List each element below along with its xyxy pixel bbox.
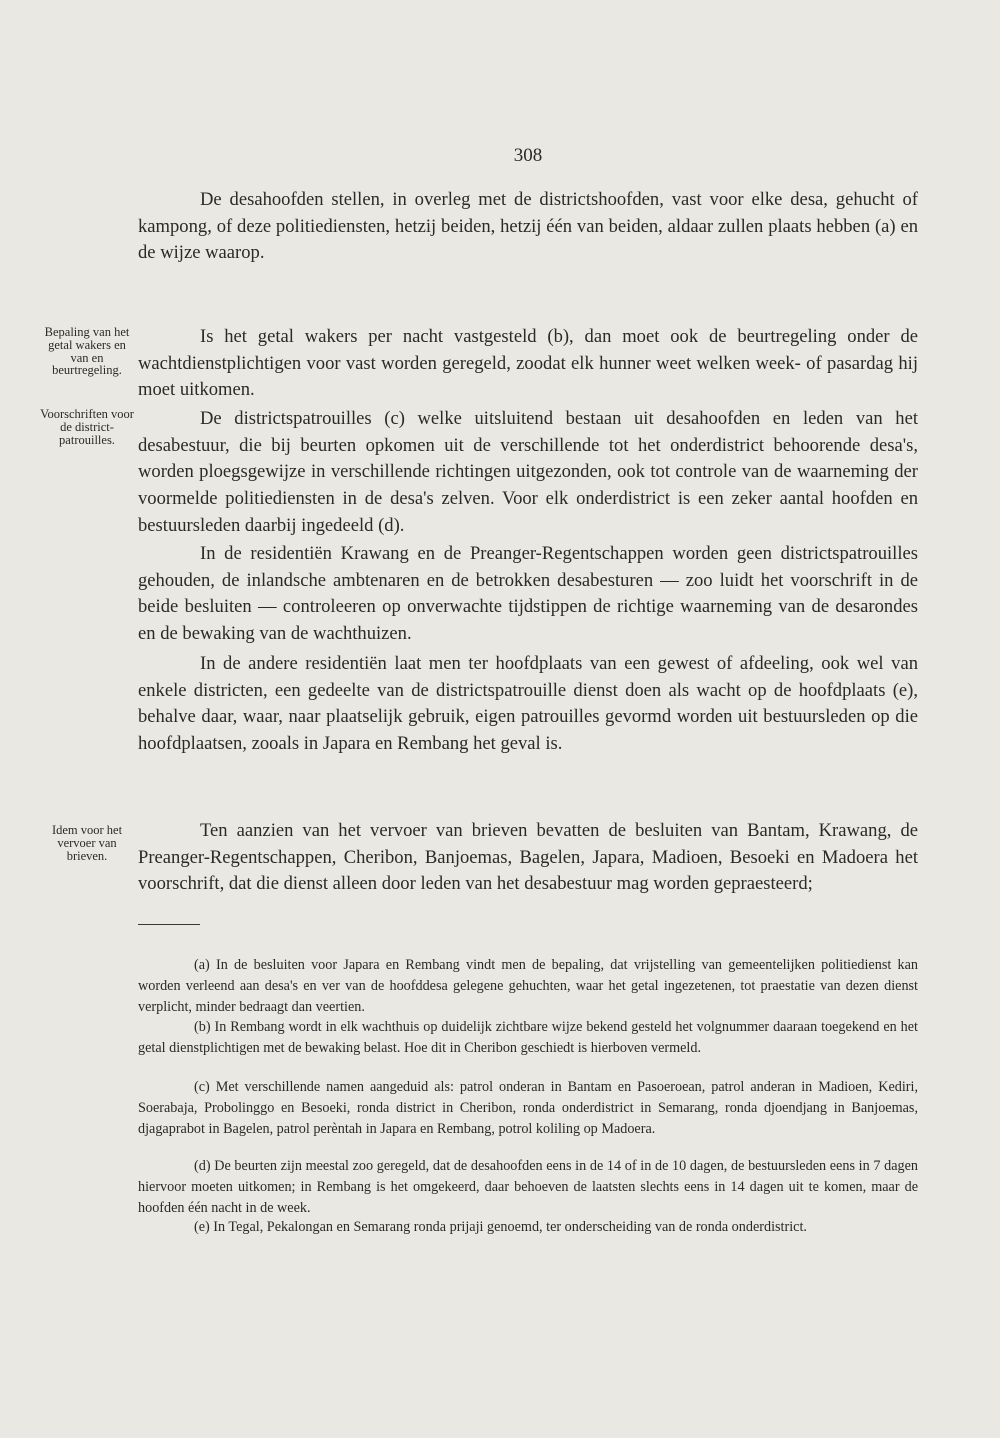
- margin-note-idem: Idem voor het vervoer van brieven.: [51, 823, 123, 863]
- paragraph-2-text: Is het getal wakers per nacht vastgesteld (b), dan moet ook de beurtregeling onder de wachtdienstplichtigen voor vast worden geregeld, zoodat elk hunner weet welken week- of pasardag hij moet uitkomen.: [138, 326, 918, 401]
- footnote-d: [138, 1156, 918, 1218]
- footnote-d-text: (d) De beurten zijn meestal zoo geregeld, dat de desahoofden eens in de 14 of in de 10 dagen, de bestuursleden eens in 7 dagen hiervoor moeten uitkomen; in Rembang is het omgekeerd, daar behoeven de laatsten slechts eens in 14 dagen uit te komen, maar de hoofden één nacht in de week.: [138, 1158, 918, 1216]
- footnote-e: [138, 1217, 918, 1238]
- paragraph-5: [138, 651, 918, 758]
- paragraph-1: [138, 187, 918, 267]
- margin-note-voorschriften: Voorschriften voor de district-patrouilles.: [40, 407, 134, 447]
- footnote-b: [138, 1017, 918, 1059]
- footnote-e-text: (e) In Tegal, Pekalongan en Semarang ronda prijaji genoemd, ter onderscheiding van de ronda onderdistrict.: [194, 1219, 807, 1235]
- page-number: 308: [513, 145, 543, 166]
- paragraph-4-text: In de residentiën Krawang en de Preanger-Regentschappen worden geen districtspatrouilles gehouden, de inlandsche ambtenaren en de betrokken desabesturen — zoo luidt het voorschrift in de beide besluiten — controleeren op onverwachte tijdstippen de richtige waarneming van de desarondes en de bewaking van de wachthuizen.: [138, 543, 918, 645]
- footnote-a: [138, 955, 918, 1017]
- paragraph-6-text: Ten aanzien van het vervoer van brieven bevatten de besluiten van Bantam, Krawang, de Preanger-Regentschappen, Cheribon, Banjoemas, Bagelen, Japara, Madioen, Besoeki en Madoera het voorschrift, dat die dienst alleen door leden van het desabestuur mag worden gepraesteerd;: [138, 820, 918, 895]
- paragraph-4: [138, 541, 918, 648]
- paragraph-3: [138, 406, 918, 540]
- paragraph-2: [138, 324, 918, 404]
- paragraph-1-text: De desahoofden stellen, in overleg met de districtshoofden, vast voor elke desa, gehucht of kampong, of deze politiediensten, hetzij beiden, hetzij één van beiden, aldaar zullen plaats hebben (a) en de wijze waarop.: [138, 189, 918, 264]
- paragraph-3-text: De districtspatrouilles (c) welke uitsluitend bestaan uit desahoofden en leden van het desabestuur, die bij beurten opkomen uit de verschillende tot het onderdistrict behoorende desa's, worden ploegsgewijze in verschillende richtingen uitgezonden, ook tot controle van de waarneming der voormelde politiediensten in de desa's zelven. Voor elk onderdistrict is een zeker aantal hoofden en bestuursleden daarbij ingedeeld (d).: [138, 408, 918, 536]
- paragraph-5-text: In de andere residentiën laat men ter hoofdplaats van een gewest of afdeeling, ook wel van enkele districten, een gedeelte van de districtspatrouille dienst doen als wacht op de hoofdplaats (e), behalve daar, waar, naar plaatselijk gebruik, eigen patrouilles gevormd worden uit bestuursleden op die hoofdplaatsen, zooals in Japara en Rembang het geval is.: [138, 653, 918, 755]
- footnote-c: [138, 1077, 918, 1139]
- footnote-rule: [138, 924, 200, 925]
- paragraph-6: [138, 818, 918, 898]
- footnote-b-text: (b) In Rembang wordt in elk wachthuis op duidelijk zichtbare wijze bekend gesteld het volgnummer daaraan toegekend en het getal dienstplichtigen met de bewaking belast. Hoe dit in Cheribon geschiedt is hierboven vermeld.: [138, 1019, 918, 1056]
- footnote-a-text: (a) In de besluiten voor Japara en Rembang vindt men de bepaling, dat vrijstelling van gemeentelijken politiedienst kan worden verleend aan desa's en ver van de hoofddesa gelegene gehuchten, waar het getal ingezetenen, tot praestatie van dezen dienst verplicht, minder bedraagt dan veertien.: [138, 957, 918, 1015]
- margin-note-bepaling: Bepaling van het getal wakers en van en beurtregeling.: [44, 325, 130, 378]
- footnote-c-text: (c) Met verschillende namen aangeduid als: patrol onderan in Bantam en Pasoeroean, patrol anderan in Madioen, Kediri, Soerabaja, Probolinggo en Besoeki, ronda district in Cheribon, ronda onderdistrict in Semarang, ronda djoendjang in Banjoemas, djagaprabot in Bagelen, patrol perèntah in Japara en Rembang, potrol koliling op Madoera.: [138, 1079, 918, 1137]
